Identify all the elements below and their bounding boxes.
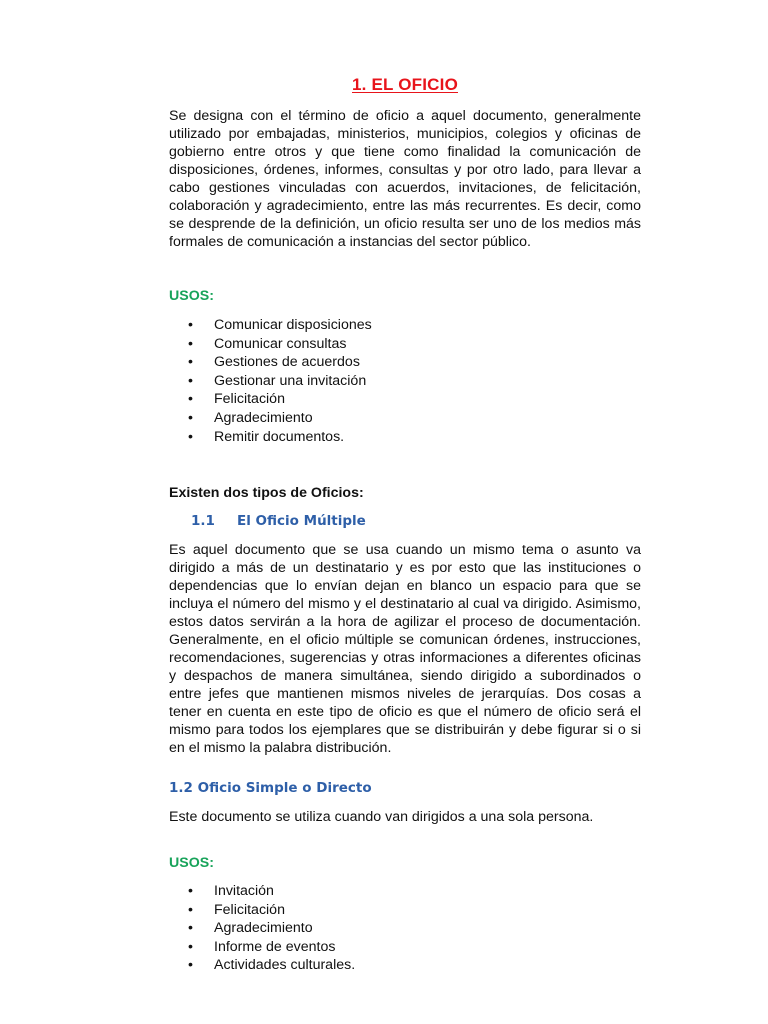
bullet-icon: • bbox=[188, 957, 193, 974]
bullet-icon: • bbox=[188, 920, 193, 937]
intro-paragraph: Se designa con el término de oficio a aquel documento, generalmente utilizado por embajadas, ministerios, municipios, colegios y oficinas de gobierno entre otros y que tiene como finalidad la comunicación de disposiciones, órdenes, informes, consultas y por otro lado, para llevar a cabo gestiones vinculadas con acuerdos, invitaciones, de felicitación, colaboración y agradecimiento, entre las más recurrentes. Es decir, como se desprende de la definición, un oficio resulta ser uno de los medios más formales de comunicación a instancias del sector público. bbox=[169, 108, 641, 250]
list-item: • Remitir documentos. bbox=[188, 428, 345, 445]
list-item: • Gestionar una invitación bbox=[188, 372, 367, 389]
section-number: 1.1 bbox=[191, 513, 215, 529]
list-item: • Agradecimiento bbox=[188, 409, 313, 426]
list-item: • Felicitación bbox=[188, 901, 285, 918]
usos-list-2 bbox=[169, 882, 355, 975]
section-1-2-body: Este documento se utiliza cuando van dirigidos a una sola persona. bbox=[169, 809, 594, 825]
usos-heading-2: USOS: bbox=[169, 855, 214, 871]
bullet-icon: • bbox=[188, 428, 193, 445]
section-1-2-heading: 1.2 Oficio Simple o Directo bbox=[169, 780, 372, 796]
section-title: El Oficio Múltiple bbox=[237, 513, 366, 529]
list-item: • Comunicar disposiciones bbox=[188, 317, 372, 333]
bullet-icon: • bbox=[188, 938, 193, 955]
bullet-icon: • bbox=[188, 317, 193, 333]
list-item: • Comunicar consultas bbox=[188, 335, 347, 352]
section-1-1-body: Es aquel documento que se usa cuando un mismo tema o asunto va dirigido a más de un destinatario y es por esto que las instituciones o dependencias que lo envían dejan en blanco un espacio para que se incluya el número del mismo y el destinatario al cual va dirigido. Asimismo, estos datos servirán a la hora de agilizar el proceso de documentación. Generalmente, en el oficio múltiple se comunican órdenes, instrucciones, recomendaciones, sugerencias y otras informaciones a diferentes oficinas y despachos de manera simultánea, siendo dirigido a subordinados o entre jefes que mantienen mismos niveles de jerarquías. Dos cosas a tener en cuenta en este tipo de oficio es que el número de oficio será el mismo para todos los ejemplares que se distribuirán y debe figurar si o si en el mismo la palabra distribución. bbox=[169, 542, 641, 756]
bullet-icon: • bbox=[188, 354, 193, 371]
list-item: • Gestiones de acuerdos bbox=[188, 354, 360, 371]
list-item: • Felicitación bbox=[188, 391, 285, 408]
bullet-icon: • bbox=[188, 335, 193, 352]
document-title: 1. EL OFICIO bbox=[352, 75, 458, 95]
list-item: • Agradecimiento bbox=[188, 920, 313, 937]
bullet-icon: • bbox=[188, 391, 193, 408]
list-item: • Informe de eventos bbox=[188, 938, 336, 955]
list-item: • Actividades culturales. bbox=[188, 957, 356, 974]
bullet-icon: • bbox=[188, 372, 193, 389]
bullet-icon: • bbox=[188, 901, 193, 918]
bullet-icon: • bbox=[188, 883, 193, 899]
section-1-1-heading bbox=[191, 513, 366, 529]
tipos-heading: Existen dos tipos de Oficios: bbox=[169, 485, 364, 501]
list-item: • Invitación bbox=[188, 883, 274, 899]
bullet-icon: • bbox=[188, 409, 193, 426]
usos-heading-1: USOS: bbox=[169, 288, 214, 304]
usos-list-1 bbox=[169, 316, 372, 446]
